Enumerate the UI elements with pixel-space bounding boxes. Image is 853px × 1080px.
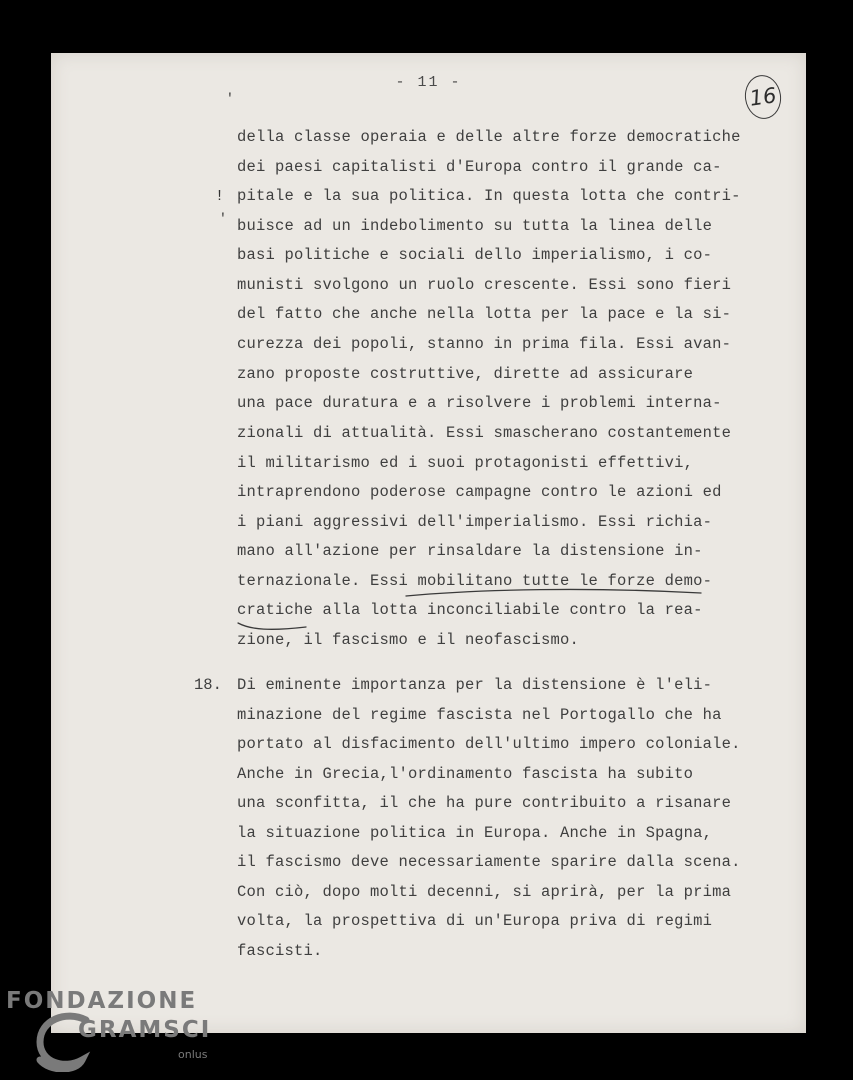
text-line: zionali di attualità. Essi smascherano costantemente [237,424,732,442]
text-line: il fascismo deve necessariamente sparire dalla scena. [237,853,741,871]
text-line: Anche in Grecia,l'ordinamento fascista ha subito [237,765,694,783]
text-line: Di eminente importanza per la distensione è l'eli- [237,676,713,694]
text-line: mano all'azione per rinsaldare la distensione in- [237,542,703,560]
text-line: volta, la prospettiva di un'Europa priva di regimi [237,912,713,930]
text-line: buisce ad un indebolimento su tutta la linea delle [237,217,713,235]
text-line: una pace duratura e a risolvere i problemi interna- [237,394,722,412]
text-line: la situazione politica in Europa. Anche in Spagna, [237,824,713,842]
text-line: dei paesi capitalisti d'Europa contro il grande ca- [237,158,722,176]
page-number: - 11 - [395,74,462,91]
text-line: ternazionale. Essi mobilitano tutte le forze demo- [237,572,713,590]
margin-mark: ! [215,188,225,205]
watermark-line1: FONDAZIONE [6,988,198,1014]
text-line: del fatto che anche nella lotta per la pace e la si- [237,305,732,323]
watermark-line2: GRAMSCI [78,1017,212,1043]
text-line: cratiche alla lotta inconciliabile contro la rea- [237,601,703,619]
text-line: il militarismo ed i suoi protagonisti effettivi, [237,454,694,472]
text-line: minazione del regime fascista nel Portogallo che ha [237,706,722,724]
text-line: pitale e la sua politica. In questa lotta che contri- [237,187,741,205]
text-line: zione, il fascismo e il neofascismo. [237,631,580,649]
text-line: munisti svolgono un ruolo crescente. Essi sono fieri [237,276,732,294]
text-line: basi politiche e sociali dello imperialismo, i co- [237,246,713,264]
stray-mark: ' [219,211,227,226]
text-line: i piani aggressivi dell'imperialismo. Essi richia- [237,513,713,531]
text-line: curezza dei popoli, stanno in prima fila. Essi avan- [237,335,732,353]
text-line: intraprendono poderose campagne contro le azioni ed [237,483,722,501]
paragraph-number: 18. [194,676,222,694]
text-line: zano proposte costruttive, dirette ad assicurare [237,365,694,383]
text-line: fascisti. [237,942,323,960]
text-line: della classe operaia e delle altre forze democratiche [237,128,741,146]
stray-mark: ' [226,91,234,106]
text-line: portato al disfacimento dell'ultimo impero coloniale. [237,735,741,753]
watermark-suffix: onlus [178,1048,208,1061]
document-page [51,53,806,1033]
text-line: Con ciò, dopo molti decenni, si aprirà, per la prima [237,883,732,901]
text-line: una sconfitta, il che ha pure contribuito a risanare [237,794,732,812]
folio-number: 16 [748,83,778,111]
fondazione-gramsci-watermark [6,988,216,1078]
